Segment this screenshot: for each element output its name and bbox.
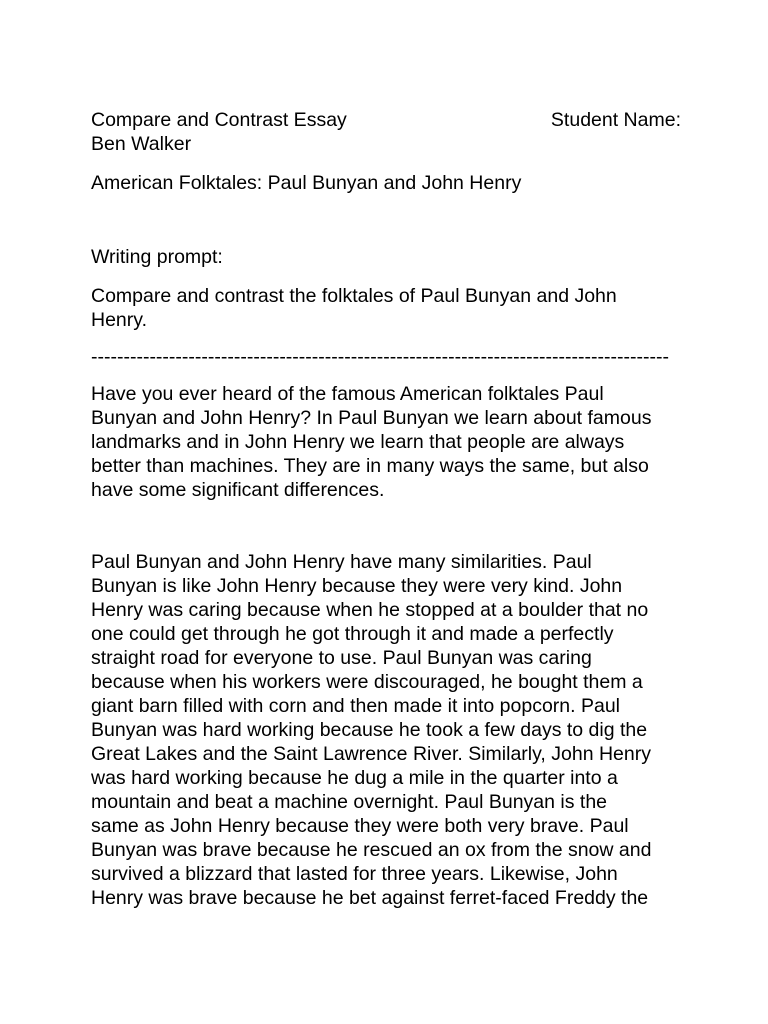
student-name: Ben Walker	[91, 133, 192, 155]
paragraph-line: Bunyan was brave because he rescued an ox from the snow and	[91, 839, 652, 861]
student-name-label: Student Name:	[550, 109, 681, 131]
paragraph-line: Great Lakes and the Saint Lawrence River. Similarly, John Henry	[91, 743, 651, 765]
paragraph-line: because when his workers were discouraged, he bought them a	[91, 671, 643, 693]
prompt-line: Henry.	[91, 309, 147, 331]
paragraph-line: Henry was caring because when he stopped at a boulder that no	[91, 599, 649, 621]
paragraph-line: Bunyan was hard working because he took a few days to dig the	[91, 719, 648, 741]
paragraph-intro	[91, 382, 681, 502]
paragraph-line: giant barn filled with corn and then made it into popcorn. Paul	[91, 695, 620, 717]
paragraph-line: Henry was brave because he bet against ferret-faced Freddy the	[91, 887, 649, 909]
writing-prompt-label: Writing prompt:	[91, 246, 223, 268]
paragraph-line: Paul Bunyan and John Henry have many similarities. Paul	[91, 551, 592, 573]
dashed-divider: -----------------------------------------------------------------------------------------	[91, 346, 669, 368]
paragraph-line: survived a blizzard that lasted for three years. Likewise, John	[91, 863, 618, 885]
paragraph-line: have some significant differences.	[91, 479, 385, 501]
document-page	[91, 108, 681, 910]
paragraph-line: straight road for everyone to use. Paul Bunyan was caring	[91, 647, 592, 669]
essay-subtitle: American Folktales: Paul Bunyan and John Henry	[91, 172, 522, 194]
essay-type: Compare and Contrast Essay	[91, 109, 347, 131]
writing-prompt-text	[91, 284, 681, 332]
paragraph-line: was hard working because he dug a mile in the quarter into a	[91, 767, 618, 789]
paragraph-line: one could get through he got through it and made a perfectly	[91, 623, 614, 645]
paragraph-similarities	[91, 550, 681, 910]
paragraph-line: Bunyan is like John Henry because they were very kind. John	[91, 575, 623, 597]
prompt-line: Compare and contrast the folktales of Paul Bunyan and John	[91, 285, 617, 307]
paragraph-line: Have you ever heard of the famous American folktales Paul	[91, 383, 604, 405]
paragraph-line: mountain and beat a machine overnight. Paul Bunyan is the	[91, 791, 608, 813]
paragraph-line: same as John Henry because they were both very brave. Paul	[91, 815, 629, 837]
header-row	[91, 108, 681, 132]
paragraph-line: better than machines. They are in many ways the same, but also	[91, 455, 649, 477]
paragraph-line: Bunyan and John Henry? In Paul Bunyan we learn about famous	[91, 407, 652, 429]
paragraph-line: landmarks and in John Henry we learn that people are always	[91, 431, 625, 453]
